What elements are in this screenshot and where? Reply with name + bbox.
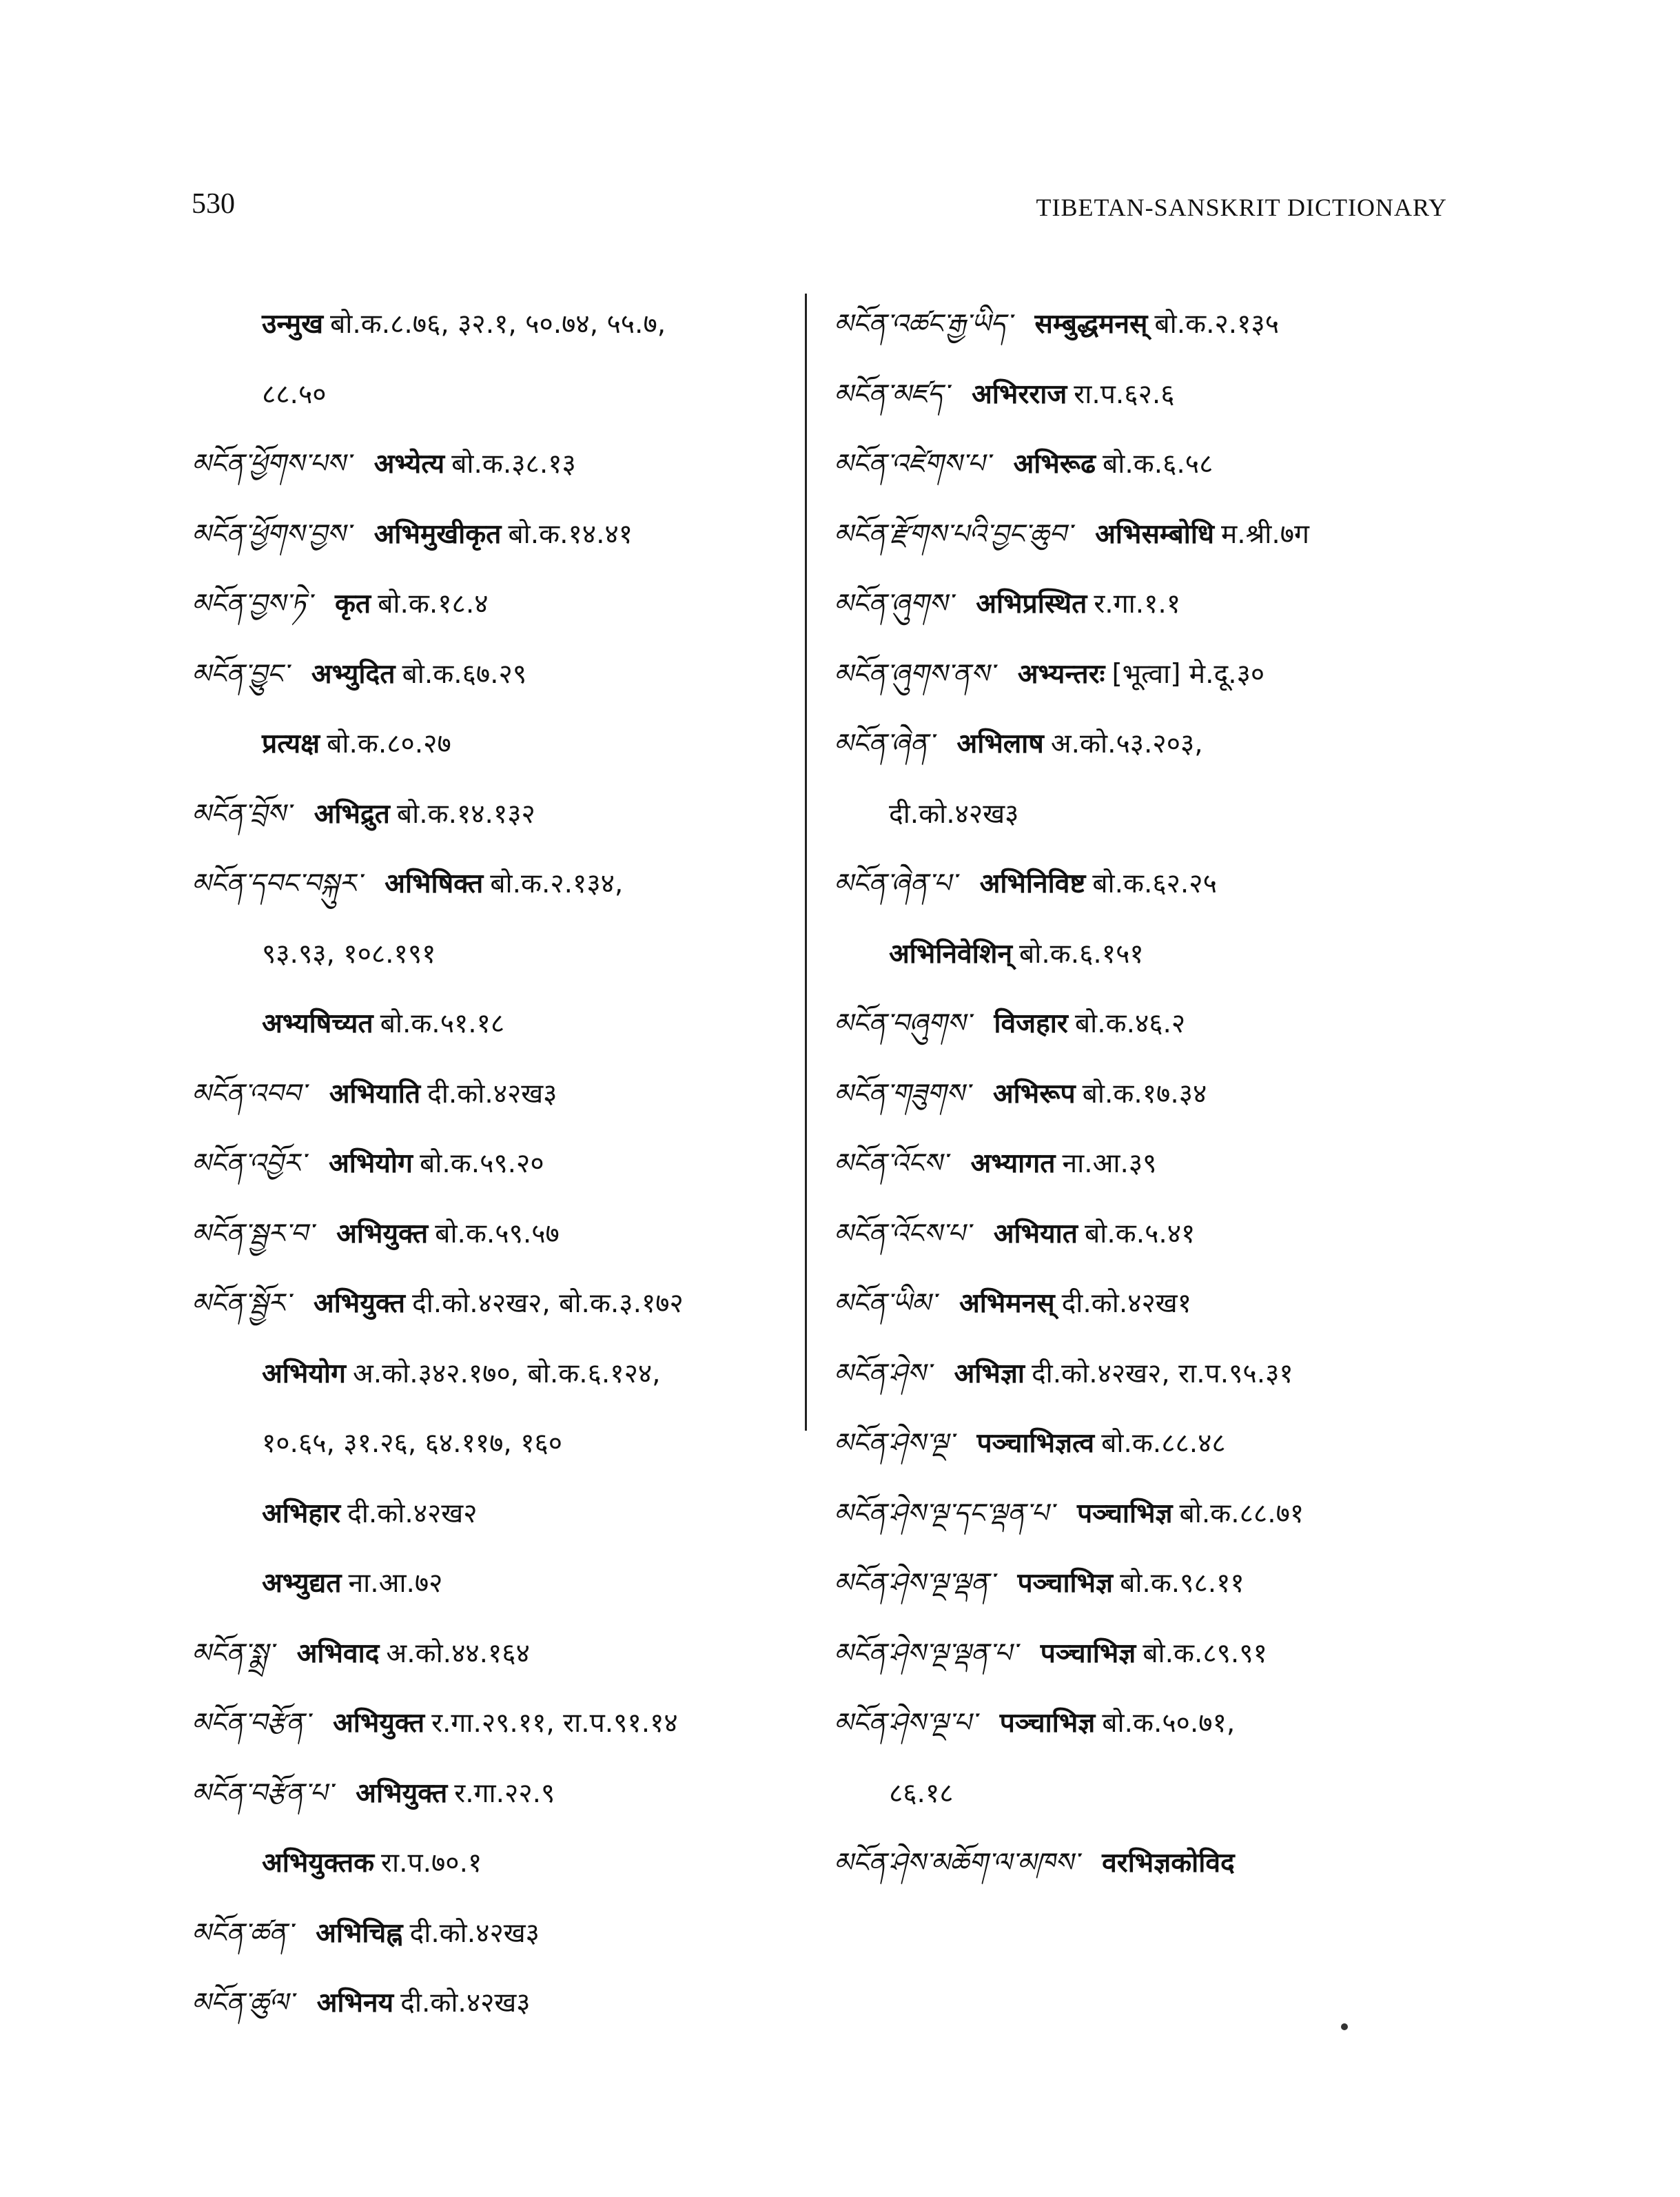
sanskrit-equivalent: सम्बुद्धमनस् bbox=[1034, 309, 1148, 340]
sanskrit-equivalent: अभियुक्त bbox=[313, 1288, 405, 1319]
tibetan-term: མངོན་མཛད་ bbox=[834, 378, 949, 410]
source-reference: रा.प.६२.६ bbox=[1074, 378, 1175, 410]
tibetan-term: མངོན་འོངས་པ་ bbox=[834, 1218, 970, 1249]
source-reference: दी.को.४२ख१ bbox=[1061, 1288, 1191, 1319]
left-column bbox=[192, 289, 798, 2038]
dictionary-entry bbox=[834, 1688, 1468, 1759]
dictionary-entry bbox=[834, 1479, 1468, 1549]
source-reference: ८८.५० bbox=[262, 378, 327, 410]
sanskrit-equivalent: अभिमनस् bbox=[959, 1288, 1055, 1319]
tibetan-term: མངོན་སྦྱོར་ bbox=[192, 1288, 290, 1319]
tibetan-term: མངོན་ཕྱོགས་བྱས་ bbox=[192, 518, 351, 550]
sanskrit-equivalent: अभियात bbox=[993, 1218, 1078, 1249]
source-reference: बो.क.८९.९१ bbox=[1143, 1637, 1267, 1669]
tibetan-term: མངོན་ཕྱོགས་པས་ bbox=[192, 449, 351, 480]
dictionary-entry bbox=[192, 709, 798, 779]
dictionary-entry bbox=[834, 289, 1468, 360]
tibetan-term: མངོན་འབྱོར་ bbox=[192, 1148, 305, 1179]
sanskrit-equivalent: प्रत्यक्ष bbox=[262, 728, 320, 759]
dictionary-entry bbox=[192, 849, 798, 919]
dictionary-entry bbox=[834, 919, 1468, 990]
source-reference: र.गा.१.१ bbox=[1094, 589, 1181, 620]
tibetan-term: མངོན་རྫོགས་པའི་བྱང་ཆུབ་ bbox=[834, 518, 1072, 550]
sanskrit-equivalent: अभिलाष bbox=[956, 728, 1044, 759]
source-reference: दी.को.४२ख३ bbox=[409, 1917, 540, 1949]
sanskrit-equivalent: अभ्यन्तरः bbox=[1017, 658, 1105, 690]
sanskrit-equivalent: अभ्यागत bbox=[970, 1148, 1056, 1179]
tibetan-term: མངོན་ཞེན་ bbox=[834, 728, 934, 759]
dictionary-entry bbox=[192, 1339, 798, 1409]
tibetan-term: མངོན་འཚང་རྒྱ་ཡིད་ bbox=[834, 309, 1012, 340]
page-number: 530 bbox=[192, 188, 235, 220]
tibetan-term: མངོན་ཚུལ་ bbox=[192, 1987, 294, 2019]
tibetan-term: མངོན་སྦྱར་བ་ bbox=[192, 1218, 314, 1249]
source-reference: बो.क.८.७६, ३२.१, ५०.७४, ५५.७, bbox=[330, 309, 666, 340]
right-column bbox=[834, 289, 1468, 1899]
dictionary-entry bbox=[834, 1409, 1468, 1479]
dictionary-entry bbox=[834, 849, 1468, 919]
source-reference: बो.क.६.५८ bbox=[1103, 449, 1213, 480]
sanskrit-equivalent: अभिमुखीकृत bbox=[373, 518, 502, 550]
tibetan-term: མངོན་ཞུགས་ bbox=[834, 589, 953, 620]
sanskrit-equivalent: अभिनिवेशिन् bbox=[889, 938, 1013, 970]
dictionary-entry bbox=[192, 1199, 798, 1269]
dictionary-entry bbox=[192, 640, 798, 710]
dictionary-entry bbox=[192, 919, 798, 990]
source-reference: दी.को.४२ख२, बो.क.३.१७२ bbox=[411, 1288, 684, 1319]
sanskrit-equivalent: अभिवाद bbox=[296, 1637, 380, 1669]
dictionary-entry bbox=[192, 1688, 798, 1759]
sanskrit-equivalent: अभ्युदित bbox=[311, 658, 396, 690]
sanskrit-equivalent: अभ्युद्यत bbox=[262, 1568, 342, 1599]
dictionary-entry bbox=[192, 1899, 798, 1969]
sanskrit-equivalent: अभिहार bbox=[262, 1498, 341, 1529]
source-reference: [भूत्वा] मे.दू.३० bbox=[1112, 658, 1265, 690]
source-reference: अ.को.३४२.१७०, बो.क.६.१२४, bbox=[353, 1358, 661, 1389]
dictionary-entry bbox=[834, 1269, 1468, 1339]
source-reference: म.श्री.७ग bbox=[1220, 518, 1310, 550]
tibetan-term: མངོན་གཟུགས་ bbox=[834, 1078, 970, 1110]
dictionary-entry bbox=[192, 429, 798, 500]
dictionary-entry bbox=[834, 360, 1468, 430]
dictionary-entry bbox=[834, 1059, 1468, 1130]
dictionary-entry bbox=[192, 1759, 798, 1829]
dictionary-entry bbox=[834, 1759, 1468, 1829]
source-reference: बो.क.३८.१३ bbox=[451, 449, 576, 480]
sanskrit-equivalent: वरभिज्ञकोविद bbox=[1102, 1848, 1235, 1879]
sanskrit-equivalent: अभिरूप bbox=[992, 1078, 1076, 1110]
dictionary-entry bbox=[192, 1409, 798, 1479]
sanskrit-equivalent: अभिरराज bbox=[972, 378, 1067, 410]
source-reference: ना.आ.३९ bbox=[1062, 1148, 1157, 1179]
column-divider bbox=[805, 294, 807, 1431]
dictionary-entry bbox=[192, 1129, 798, 1199]
sanskrit-equivalent: कृत bbox=[334, 589, 371, 620]
tibetan-term: མངོན་ཤེས་ལྔ་དང་ལྡན་པ་ bbox=[834, 1498, 1054, 1529]
sanskrit-equivalent: अभिरूढ bbox=[1013, 449, 1096, 480]
source-reference: र.गा.२२.९ bbox=[454, 1777, 555, 1809]
source-reference: बो.क.२.१३५ bbox=[1154, 309, 1279, 340]
source-reference: बो.क.१४.१३२ bbox=[396, 798, 535, 830]
dictionary-entry bbox=[192, 1549, 798, 1619]
speck-mark bbox=[1341, 2023, 1348, 2030]
dictionary-entry bbox=[834, 1129, 1468, 1199]
tibetan-term: མངོན་ཤེས་ལྔ་ལྡན་པ་ bbox=[834, 1637, 1017, 1669]
source-reference: अ.को.४४.१६४ bbox=[386, 1637, 530, 1669]
source-reference: बो.क.८८.४८ bbox=[1101, 1428, 1226, 1459]
tibetan-term: མངོན་ཚན་ bbox=[192, 1917, 293, 1949]
dictionary-entry bbox=[834, 779, 1468, 850]
source-reference: दी.को.४२ख२ bbox=[347, 1498, 478, 1529]
dictionary-entry bbox=[834, 429, 1468, 500]
dictionary-entry bbox=[192, 360, 798, 430]
source-reference: बो.क.२.१३४, bbox=[490, 868, 624, 899]
source-reference: र.गा.२९.११, रा.प.९१.१४ bbox=[431, 1708, 678, 1739]
dictionary-entry bbox=[192, 1619, 798, 1689]
sanskrit-equivalent: अभिचिह्न bbox=[316, 1917, 403, 1949]
source-reference: बो.क.६२.२५ bbox=[1092, 868, 1217, 899]
source-reference: बो.क.४६.२ bbox=[1074, 1008, 1186, 1039]
source-reference: दी.को.४२ख३ bbox=[400, 1987, 531, 2019]
dictionary-entry bbox=[834, 989, 1468, 1059]
dictionary-entry bbox=[192, 779, 798, 850]
source-reference: बो.क.५.४१ bbox=[1084, 1218, 1196, 1249]
dictionary-entry bbox=[834, 1828, 1468, 1899]
source-reference: ९३.९३, १०८.१९१ bbox=[262, 938, 436, 970]
source-reference: बो.क.५०.७१, bbox=[1102, 1708, 1236, 1739]
source-reference: बो.क.६.१५१ bbox=[1019, 938, 1144, 970]
sanskrit-equivalent: अभियुक्त bbox=[332, 1708, 425, 1739]
source-reference: बो.क.५९.२० bbox=[419, 1148, 544, 1179]
sanskrit-equivalent: उन्मुख bbox=[262, 309, 323, 340]
source-reference: बो.क.८८.७१ bbox=[1179, 1498, 1304, 1529]
sanskrit-equivalent: अभिज्ञा bbox=[954, 1358, 1025, 1389]
sanskrit-equivalent: अभियाति bbox=[329, 1078, 421, 1110]
dictionary-entry bbox=[192, 1059, 798, 1130]
tibetan-term: མངོན་ཞུགས་ནས་ bbox=[834, 658, 994, 690]
tibetan-term: མངོན་བྲོས་ bbox=[192, 798, 291, 830]
tibetan-term: མངོན་ཤེས་ bbox=[834, 1358, 931, 1389]
source-reference: ८६.१८ bbox=[889, 1777, 954, 1809]
source-reference: बो.क.५९.५७ bbox=[435, 1218, 560, 1249]
dictionary-entry bbox=[834, 569, 1468, 640]
sanskrit-equivalent: अभियुक्त bbox=[356, 1777, 448, 1809]
dictionary-entry bbox=[192, 289, 798, 360]
source-reference: बो.क.९८.११ bbox=[1120, 1568, 1244, 1599]
sanskrit-equivalent: पञ्चाभिज्ञत्व bbox=[976, 1428, 1095, 1459]
dictionary-entry bbox=[192, 500, 798, 570]
tibetan-term: མངོན་ཤེས་ལྔ་ལྡན་ bbox=[834, 1568, 994, 1599]
tibetan-term: མངོན་བཞུགས་ bbox=[834, 1008, 971, 1039]
dictionary-entry bbox=[192, 1828, 798, 1899]
tibetan-term: མངོན་བརྩོན་པ་ bbox=[192, 1777, 333, 1809]
source-reference: १०.६५, ३१.२६, ६४.११७, १६० bbox=[262, 1428, 563, 1459]
sanskrit-equivalent: पञ्चाभिज्ञ bbox=[1017, 1568, 1114, 1599]
tibetan-term: མངོན་བྱས་ཏེ་ bbox=[192, 589, 311, 620]
dictionary-entry bbox=[834, 1199, 1468, 1269]
tibetan-term: མངོན་ཞེན་པ་ bbox=[834, 868, 956, 899]
sanskrit-equivalent: अभिषिक्त bbox=[385, 868, 484, 899]
sanskrit-equivalent: अभिद्रुत bbox=[314, 798, 390, 830]
sanskrit-equivalent: अभियोग bbox=[328, 1148, 413, 1179]
tibetan-term: མངོན་འོངས་ bbox=[834, 1148, 947, 1179]
sanskrit-equivalent: अभियोग bbox=[262, 1358, 346, 1389]
sanskrit-equivalent: अभ्यषिच्यत bbox=[262, 1008, 373, 1039]
tibetan-term: མངོན་ཤེས་མཆོག་ལ་མཁས་ bbox=[834, 1848, 1079, 1879]
sanskrit-equivalent: विजहार bbox=[994, 1008, 1068, 1039]
sanskrit-equivalent: अभिनिविष्ट bbox=[979, 868, 1086, 899]
source-reference: ना.आ.७२ bbox=[348, 1568, 443, 1599]
running-title: TIBETAN-SANSKRIT DICTIONARY bbox=[1036, 194, 1447, 221]
sanskrit-equivalent: पञ्चाभिज्ञ bbox=[1076, 1498, 1173, 1529]
source-reference: बो.क.८०.२७ bbox=[327, 728, 451, 759]
tibetan-term: མངོན་ཤེས་ལྔ་པ་ bbox=[834, 1708, 976, 1739]
dictionary-entry bbox=[192, 1479, 798, 1549]
source-reference: रा.प.७०.१ bbox=[381, 1848, 482, 1879]
sanskrit-equivalent: अभियुक्तक bbox=[262, 1848, 375, 1879]
source-reference: बो.क.१७.३४ bbox=[1082, 1078, 1207, 1110]
sanskrit-equivalent: अभिप्रस्थित bbox=[976, 589, 1087, 620]
tibetan-term: མངོན་སྨྲ་ bbox=[192, 1637, 274, 1669]
sanskrit-equivalent: अभियुक्त bbox=[336, 1218, 429, 1249]
dictionary-entry bbox=[834, 1619, 1468, 1689]
dictionary-entry bbox=[834, 1549, 1468, 1619]
source-reference: दी.को.४२ख३ bbox=[427, 1078, 557, 1110]
dictionary-entry bbox=[192, 1269, 798, 1339]
source-reference: बो.क.५१.१८ bbox=[380, 1008, 505, 1039]
source-reference: बो.क.१८.४ bbox=[378, 589, 489, 620]
dictionary-entry bbox=[192, 1968, 798, 2038]
source-reference: दी.को.४२ख३ bbox=[889, 798, 1019, 830]
tibetan-term: མངོན་འབབ་ bbox=[192, 1078, 306, 1110]
dictionary-entry bbox=[834, 500, 1468, 570]
source-reference: अ.को.५३.२०३, bbox=[1050, 728, 1203, 759]
sanskrit-equivalent: अभिनय bbox=[316, 1987, 394, 2019]
dictionary-entry bbox=[834, 709, 1468, 779]
sanskrit-equivalent: अभ्येत्य bbox=[373, 449, 445, 480]
dictionary-entry bbox=[834, 640, 1468, 710]
sanskrit-equivalent: पञ्चाभिज्ञ bbox=[999, 1708, 1096, 1739]
tibetan-term: མངོན་བརྩོན་ bbox=[192, 1708, 309, 1739]
source-reference: दी.को.४२ख२, रा.प.९५.३१ bbox=[1031, 1358, 1293, 1389]
tibetan-term: མངོན་བྱུང་ bbox=[192, 658, 288, 690]
tibetan-term: མངོན་ཤེས་ལྔ་ bbox=[834, 1428, 954, 1459]
tibetan-term: མངོན་དབང་བསྐུར་ bbox=[192, 868, 362, 899]
dictionary-entry bbox=[192, 989, 798, 1059]
dictionary-entry bbox=[834, 1339, 1468, 1409]
tibetan-term: མངོན་འཛེགས་པ་ bbox=[834, 449, 990, 480]
sanskrit-equivalent: पञ्चाभिज्ञ bbox=[1040, 1637, 1136, 1669]
sanskrit-equivalent: अभिसम्बोधि bbox=[1095, 518, 1214, 550]
source-reference: बो.क.६७.२९ bbox=[402, 658, 527, 690]
tibetan-term: མངོན་ཡིམ་ bbox=[834, 1288, 936, 1319]
dictionary-entry bbox=[192, 569, 798, 640]
source-reference: बो.क.१४.४१ bbox=[508, 518, 633, 550]
